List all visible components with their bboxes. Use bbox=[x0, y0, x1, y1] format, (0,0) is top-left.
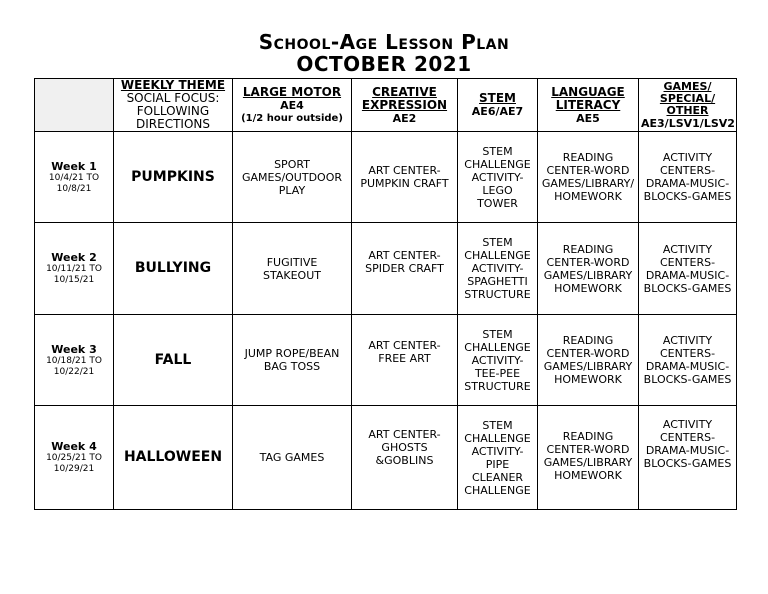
document-title: School-Age Lesson Plan bbox=[258, 30, 510, 54]
cell-line: STAKEOUT bbox=[263, 268, 321, 282]
cell-line: ACTIVITY- bbox=[471, 170, 524, 184]
cell-line: CENTERS- bbox=[659, 255, 716, 269]
cell-line: CENTER-WORD bbox=[546, 347, 630, 360]
cell-line: CHALLENGE bbox=[464, 340, 531, 354]
weekly-theme-cell: FALL bbox=[114, 315, 233, 406]
stem-cell bbox=[458, 406, 538, 510]
cell-line: GHOSTS bbox=[381, 441, 428, 454]
cell-line: DRAMA-MUSIC- bbox=[645, 360, 730, 373]
cell-line: JUMP ROPE/BEAN bbox=[244, 347, 340, 360]
cell-line: CENTERS- bbox=[659, 431, 716, 444]
cell-line: STEM bbox=[482, 418, 513, 432]
document-subtitle-month: OCTOBER 2021 bbox=[296, 52, 472, 76]
cell-line: BAG TOSS bbox=[263, 360, 321, 373]
week-date-end: 10/22/21 bbox=[53, 366, 95, 377]
header-creative-title1: CREATIVE bbox=[372, 84, 437, 99]
header-social-focus-line2: FOLLOWING bbox=[136, 104, 210, 118]
header-stem-title: STEM bbox=[479, 91, 516, 105]
stem-cell bbox=[458, 315, 538, 406]
cell-line: ACTIVITY bbox=[662, 418, 713, 431]
cell-line: GAMES/OUTDOOR bbox=[241, 170, 343, 184]
cell-line: HOMEWORK bbox=[554, 190, 622, 203]
week-date-end: 10/8/21 bbox=[56, 183, 92, 194]
header-stem-code: AE6/AE7 bbox=[471, 105, 524, 118]
creative-expression-cell bbox=[352, 132, 458, 223]
cell-line: GAMES/LIBRARY bbox=[543, 268, 633, 282]
header-creative-title2: EXPRESSION bbox=[361, 97, 448, 112]
week-label: Week 4 bbox=[51, 440, 97, 453]
cell-line: ART CENTER- bbox=[368, 339, 441, 352]
games-special-cell bbox=[639, 406, 737, 510]
language-literacy-cell bbox=[538, 132, 639, 223]
cell-line: ACTIVITY bbox=[662, 334, 713, 347]
lesson-plan-table bbox=[34, 78, 737, 510]
cell-line: ACTIVITY- bbox=[471, 444, 524, 458]
cell-line: LEGO bbox=[482, 183, 513, 197]
cell-line: SPIDER CRAFT bbox=[365, 262, 444, 275]
week-cell bbox=[35, 315, 114, 406]
weekly-theme-cell: HALLOWEEN bbox=[114, 406, 233, 510]
header-games-title1: GAMES/ bbox=[663, 79, 712, 93]
games-special-cell bbox=[639, 132, 737, 223]
header-weekly-theme-title: WEEKLY THEME bbox=[120, 78, 226, 92]
cell-line: PIPE bbox=[485, 457, 510, 471]
cell-line: HOMEWORK bbox=[554, 281, 622, 295]
creative-expression-cell bbox=[352, 406, 458, 510]
header-creative-code: AE2 bbox=[392, 111, 417, 125]
header-large-motor-code: AE4 bbox=[280, 98, 304, 112]
stem-cell bbox=[458, 223, 538, 315]
games-special-cell bbox=[639, 315, 737, 406]
week-cell bbox=[35, 223, 114, 315]
creative-expression-cell bbox=[352, 223, 458, 315]
week-date-start: 10/25/21 TO bbox=[46, 453, 102, 463]
cell-line: CHALLENGE bbox=[464, 483, 531, 497]
header-games-code: AE3/LSV1/LSV2 bbox=[641, 116, 735, 130]
week-date-start: 10/4/21 TO bbox=[48, 172, 100, 183]
cell-line: CENTER-WORD bbox=[546, 164, 630, 177]
cell-line: READING bbox=[562, 430, 614, 443]
cell-line: BLOCKS-GAMES bbox=[643, 190, 732, 203]
cell-line: ART CENTER- bbox=[368, 428, 441, 441]
cell-line: DRAMA-MUSIC- bbox=[645, 177, 730, 190]
header-games-title2: SPECIAL/ bbox=[659, 91, 716, 105]
week-date-end: 10/29/21 bbox=[53, 464, 95, 474]
cell-line: CENTERS- bbox=[659, 347, 716, 360]
large-motor-cell bbox=[233, 223, 352, 315]
cell-line: DRAMA-MUSIC- bbox=[645, 268, 730, 282]
cell-line: CHALLENGE bbox=[464, 157, 531, 171]
week-date-start: 10/18/21 TO bbox=[46, 355, 102, 366]
week-label: Week 1 bbox=[51, 159, 97, 173]
cell-line: BLOCKS-GAMES bbox=[643, 281, 732, 295]
week-row bbox=[35, 315, 737, 406]
cell-line: HOMEWORK bbox=[554, 373, 622, 386]
cell-line: FREE ART bbox=[378, 352, 431, 365]
cell-line: PUMPKIN CRAFT bbox=[360, 177, 449, 190]
cell-line: GAMES/LIBRARY/ bbox=[541, 177, 635, 190]
cell-line: DRAMA-MUSIC- bbox=[645, 444, 730, 457]
header-creative-expression bbox=[352, 79, 458, 132]
cell-line: BLOCKS-GAMES bbox=[643, 373, 732, 386]
header-stem bbox=[458, 79, 538, 132]
cell-line: CHALLENGE bbox=[464, 249, 531, 262]
header-social-focus-line3: DIRECTIONS bbox=[136, 117, 210, 131]
cell-line: &GOBLINS bbox=[375, 454, 434, 467]
week-cell bbox=[35, 132, 114, 223]
creative-expression-cell bbox=[352, 315, 458, 406]
cell-line: READING bbox=[562, 151, 614, 164]
header-weekly-theme bbox=[114, 79, 233, 132]
cell-line: ACTIVITY bbox=[662, 151, 713, 164]
games-special-cell bbox=[639, 223, 737, 315]
header-large-motor-title: LARGE MOTOR bbox=[242, 84, 342, 99]
cell-line: CENTERS- bbox=[659, 164, 716, 177]
cell-line: TEE-PEE bbox=[474, 366, 521, 380]
header-social-focus: SOCIAL FOCUS: bbox=[126, 91, 220, 105]
header-row bbox=[35, 79, 737, 132]
weekly-theme-cell: PUMPKINS bbox=[114, 132, 233, 223]
language-literacy-cell bbox=[538, 406, 639, 510]
week-row bbox=[35, 132, 737, 223]
cell-line: BLOCKS-GAMES bbox=[643, 457, 732, 470]
header-blank-cell bbox=[35, 79, 114, 132]
large-motor-cell bbox=[233, 315, 352, 406]
cell-line: TOWER bbox=[477, 196, 518, 210]
cell-line: ART CENTER- bbox=[368, 249, 441, 262]
cell-line: STEM bbox=[482, 144, 513, 158]
week-date-start: 10/11/21 TO bbox=[46, 264, 102, 274]
header-language-title2: LITERACY bbox=[555, 97, 621, 112]
weekly-theme-cell: BULLYING bbox=[114, 223, 233, 315]
cell-line: HOMEWORK bbox=[554, 469, 622, 482]
language-literacy-cell bbox=[538, 315, 639, 406]
cell-line: STEM bbox=[482, 236, 513, 249]
cell-line: CLEANER bbox=[471, 470, 524, 484]
large-motor-cell bbox=[233, 406, 352, 510]
cell-line: FUGITIVE bbox=[266, 255, 318, 269]
cell-line: PLAY bbox=[278, 183, 306, 197]
language-literacy-cell bbox=[538, 223, 639, 315]
cell-line: TAG GAMES bbox=[259, 451, 325, 464]
cell-line: READING bbox=[562, 334, 614, 347]
header-games-title3: OTHER bbox=[666, 103, 709, 117]
cell-line: GAMES/LIBRARY bbox=[543, 456, 633, 469]
cell-line: STRUCTURE bbox=[464, 379, 531, 393]
cell-line: ART CENTER- bbox=[368, 164, 441, 177]
header-games-special-other bbox=[639, 79, 737, 132]
stem-cell bbox=[458, 132, 538, 223]
cell-line: READING bbox=[562, 242, 614, 256]
cell-line: SPAGHETTI bbox=[467, 275, 528, 288]
week-label: Week 2 bbox=[51, 251, 97, 264]
week-row bbox=[35, 406, 737, 510]
cell-line: ACTIVITY- bbox=[471, 353, 524, 367]
cell-line: ACTIVITY- bbox=[471, 262, 524, 275]
cell-line: STEM bbox=[482, 327, 513, 341]
cell-line: CHALLENGE bbox=[464, 431, 531, 445]
large-motor-cell bbox=[233, 132, 352, 223]
header-large-motor-note: (1/2 hour outside) bbox=[241, 112, 343, 124]
cell-line: STRUCTURE bbox=[464, 288, 531, 301]
week-cell bbox=[35, 406, 114, 510]
header-large-motor bbox=[233, 79, 352, 132]
week-date-end: 10/15/21 bbox=[53, 275, 95, 285]
header-language-title1: LANGUAGE bbox=[551, 84, 625, 99]
week-label: Week 3 bbox=[51, 342, 97, 356]
header-language-literacy bbox=[538, 79, 639, 132]
cell-line: CENTER-WORD bbox=[546, 443, 630, 456]
cell-line: SPORT bbox=[274, 157, 310, 171]
cell-line: ACTIVITY bbox=[662, 242, 713, 256]
header-language-code: AE5 bbox=[576, 111, 600, 125]
cell-line: CENTER-WORD bbox=[546, 255, 630, 269]
week-row bbox=[35, 223, 737, 315]
cell-line: GAMES/LIBRARY bbox=[543, 360, 633, 373]
